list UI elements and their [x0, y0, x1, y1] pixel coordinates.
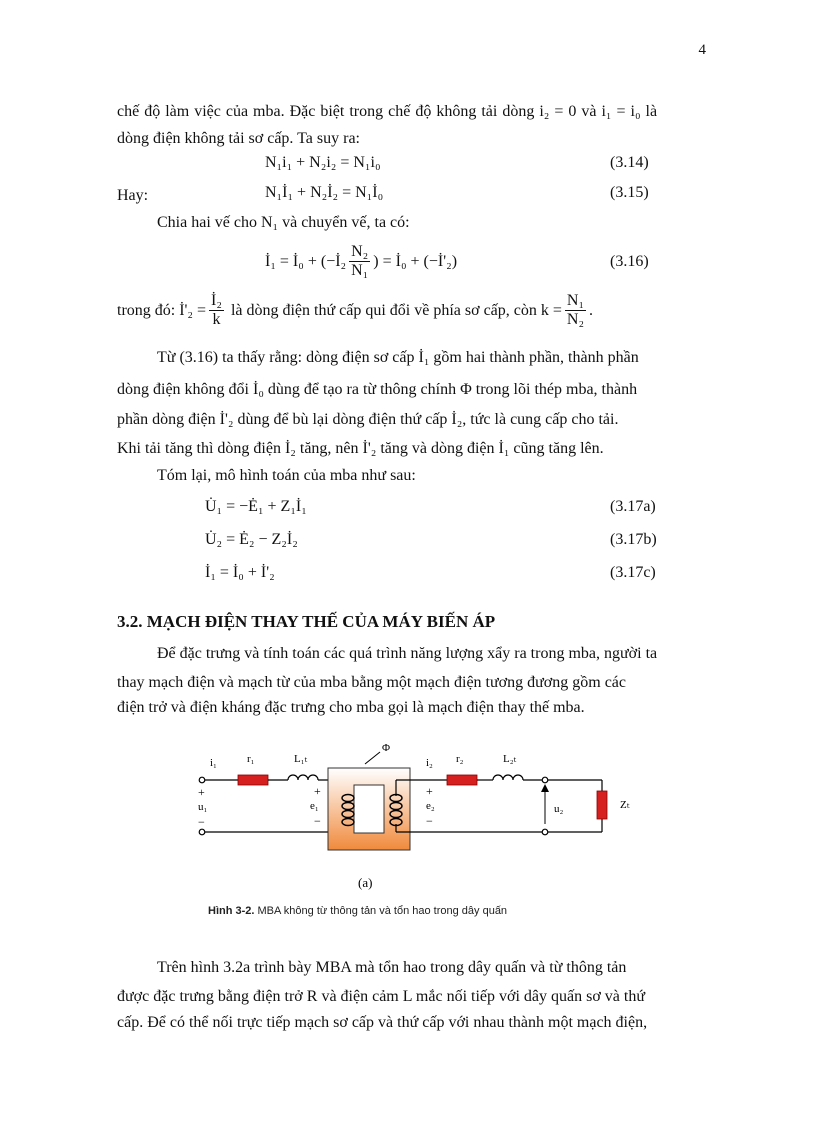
Zt-load: [597, 791, 607, 819]
i2-label: i₂: [426, 757, 433, 769]
phi-label: Φ: [382, 742, 391, 754]
model-eq-a-number: (3.17a): [610, 498, 656, 515]
equation-3-16-number: (3.16): [610, 253, 649, 270]
flux-arrow: [365, 752, 380, 764]
r2-resistor: [447, 775, 477, 785]
secondary-bottom-terminal: [542, 829, 548, 835]
e2-minus: −: [426, 814, 433, 828]
k-fraction: [565, 292, 586, 329]
para5-line2: được đặc trưng bằng điện trở R và điện cảm L mắc nối tiếp với dây quấn sơ và thứ: [117, 988, 646, 1005]
para2-line4: Khi tải tăng thì dòng điện İ₂ tăng, nên İ'₂ tăng và dòng điện İ₁ cũng tăng lên.: [117, 440, 604, 457]
page-number: 4: [698, 42, 706, 58]
diagram-sublabel: (a): [358, 875, 373, 890]
para3: Tóm lại, mô hình toán của mba như sau:: [157, 467, 416, 484]
equation-3-14: N₁i₁ + N₂i₂ = N₁i₀: [265, 154, 381, 171]
transformer-circuit-diagram: [190, 740, 650, 895]
model-eq-b: U̇₂ = Ė₂ − Z₂İ₂: [205, 531, 298, 548]
model-eq-c-number: (3.17c): [610, 564, 656, 581]
para4-line3: điện trở và điện kháng đặc trưng cho mba gọi là mạch điện thay thế mba.: [117, 699, 585, 716]
L2t-inductor: [493, 775, 523, 780]
where-fraction: [209, 292, 224, 329]
Zt-label: Zₜ: [620, 799, 630, 811]
section-heading: 3.2. MẠCH ĐIỆN THAY THẾ CỦA MÁY BIẾN ÁP: [117, 612, 496, 631]
caption-bold: Hình 3-2.: [208, 905, 255, 917]
where-middle: là dòng điện thứ cấp qui đổi về phía sơ cấp, còn k =: [230, 301, 562, 319]
core-window: [354, 785, 384, 833]
equation-3-16-fraction: [349, 243, 370, 280]
i1-label: i₁: [210, 757, 217, 769]
u1-plus: +: [198, 785, 205, 799]
para2-line1: Từ (3.16) ta thấy rằng: dòng điện sơ cấp İ₁ gồm hai thành phần, thành phần: [157, 349, 639, 366]
model-eq-b-number: (3.17b): [610, 531, 657, 548]
para-divide: Chia hai vế cho N₁ và chuyển vế, ta có:: [157, 214, 410, 231]
equation-3-16-left: İ₁ = İ₀ + (−İ₂: [265, 252, 347, 270]
where-prefix: trong đó: İ'₂ =: [117, 301, 207, 319]
para2-line2: dòng điện không đổi İ₀ dùng để tạo ra từ thông chính Φ trong lõi thép mba, thành: [117, 381, 638, 398]
equation-3-15-label: Hay:: [117, 187, 149, 204]
r2-label: r₂: [456, 753, 464, 765]
para5-line3: cấp. Để có thể nối trực tiếp mạch sơ cấp và thứ cấp với nhau thành một mạch điện,: [117, 1014, 648, 1031]
L1t-label: L₁ₜ: [294, 753, 308, 765]
para1-line2: dòng điện không tải sơ cấp. Ta suy ra:: [117, 130, 360, 147]
r1-label: r₁: [247, 753, 255, 765]
r1-resistor: [238, 775, 268, 785]
equation-3-15-number: (3.15): [610, 184, 649, 201]
para4-line2: thay mạch điện và mạch từ của mba bằng một mạch điện tương đương gồm các: [117, 674, 627, 691]
e2-plus: +: [426, 784, 433, 798]
figure-caption: [208, 905, 507, 917]
e2-label: e₂: [426, 800, 435, 812]
e1-label: e₁: [310, 800, 319, 812]
where-fraction-numerator: İ₂: [211, 292, 222, 309]
caption-text: MBA không từ thông tản và tổn hao trong dây quấn: [254, 905, 508, 917]
k-numerator: N₁: [566, 292, 585, 309]
para2-line3: phần dòng điện İ'₂ dùng để bù lại dòng điện thứ cấp İ₂, tức là cung cấp cho tải.: [117, 411, 619, 428]
primary-bottom-terminal: [199, 829, 205, 835]
para1-line1: chế độ làm việc của mba. Đặc biệt trong chế độ không tải dòng i₂ = 0 và i₁ = i₀ là: [117, 103, 658, 120]
where-line: [117, 292, 593, 329]
L2t-label: L₂ₜ: [503, 753, 517, 765]
u2-label: u₂: [554, 803, 564, 815]
where-suffix: .: [589, 301, 594, 319]
L1t-inductor: [288, 775, 318, 780]
secondary-top-terminal: [542, 777, 548, 783]
primary-top-terminal: [199, 777, 205, 783]
u1-minus: −: [198, 815, 205, 829]
equation-3-15: N₁İ₁ + N₂İ₂ = N₁İ₀: [265, 184, 384, 201]
fraction-numerator: N₂: [351, 243, 369, 260]
equation-3-16: [265, 243, 457, 280]
model-eq-a: U̇₁ = −Ė₁ + Z₁İ₁: [205, 498, 307, 515]
fraction-denominator: N₁: [351, 262, 369, 279]
equation-3-14-number: (3.14): [610, 154, 649, 171]
model-eq-c: İ₁ = İ₀ + İ'₂: [205, 564, 275, 581]
e1-plus: +: [314, 784, 321, 798]
equation-3-16-right: ) = İ₀ + (−İ'₂): [373, 252, 458, 270]
k-denominator: N₂: [566, 311, 585, 328]
where-fraction-denominator: k: [212, 311, 221, 328]
u1-label: u₁: [198, 801, 208, 813]
e1-minus: −: [314, 814, 321, 828]
para4-line1: Để đặc trưng và tính toán các quá trình năng lượng xẩy ra trong mba, người ta: [157, 645, 658, 662]
para5-line1: Trên hình 3.2a trình bày MBA mà tổn hao trong dây quấn và từ thông tản: [157, 959, 627, 976]
